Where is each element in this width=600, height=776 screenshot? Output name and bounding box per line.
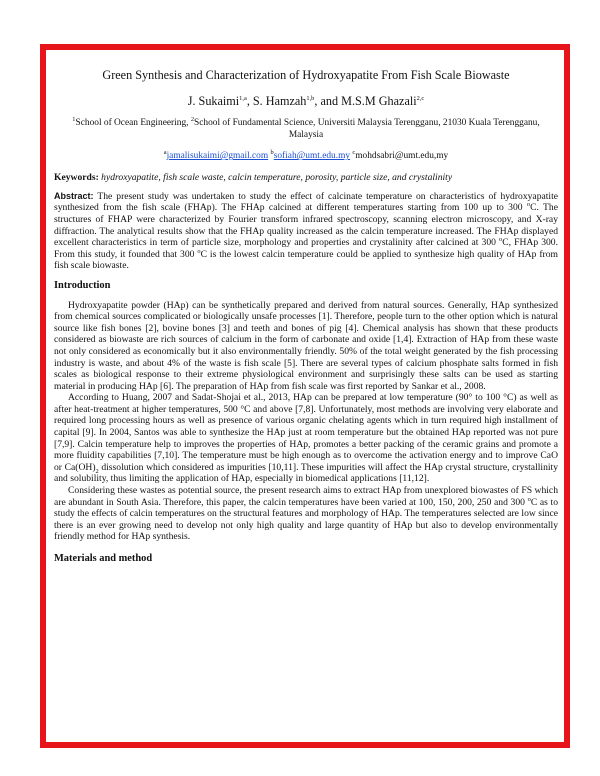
author-list [54, 94, 558, 108]
author-separator: , and [314, 94, 342, 108]
section-heading-methods: Materials and method [54, 553, 153, 564]
author-affil-mark: 1,b [306, 94, 315, 102]
abstract [54, 191, 558, 272]
email-link[interactable]: sofiah@umt.edu.my [273, 151, 351, 162]
paper-title: Green Synthesis and Characterization of Hydroxyapatite From Fish Scale Biowaste [102, 68, 510, 82]
section-heading-introduction: Introduction [54, 279, 111, 291]
email-mark: b [270, 149, 274, 157]
abstract-text: C, FHAp 300. From this study, it founded that 300 [54, 237, 558, 260]
affiliations [54, 115, 558, 141]
email-mark: a [163, 149, 167, 157]
affil-mark: 1 [72, 115, 76, 123]
affiliation-2: School of Fundamental Science, Universiti Malaysia Terengganu, 21030 Kuala Terengganu, Malaysia [194, 118, 540, 140]
affiliation-1: School of Ocean Engineering, [75, 118, 191, 128]
author-name: J. Sukaimi [187, 94, 240, 108]
abstract-text: C is the lowest calcin temperature could be applied to synthesize high quality of HAp from fish scale biowaste. [54, 248, 558, 272]
author-affil-mark: 1,a [239, 94, 247, 102]
keywords-label: Keywords: [54, 172, 99, 184]
abstract-label: Abstract: [54, 190, 94, 201]
keywords [54, 172, 558, 184]
paragraph-text: Considering these wastes as potential source, the present research aims to extract HAp from unexplored biowastes of FS which are abundant in South Asia. Therefore, this paper, the calcin temperatures have been varied at 100, 150, 200, 250 and 300 [54, 485, 558, 508]
paragraph-text: According to Huang, 2007 and Sadat-Shojai et al., 2013, HAp can be prepared at low temperature (90° to 100 °C) as well as after heat-treatment at higher temperatures, 500 °C and above [7,8]. Unfortunately, most methods are involving very elaborate and required long processing hours as well as presence of various organic chelating agents which in turn required high installment of capital [9]. In 2004, Santos was able to synthesize the HAp just at room temperature but the obtained HAp reported was not pure [7,9]. Calcin temperature help to improves the properties of HAp, promotes a better packing of the ceramic grains and promote a more fluidity capabilities [7,10]. The temperature must be high enough as to overcome the activation energy and to improve CaO or Ca(OH) [54, 392, 558, 473]
author-emails [54, 151, 558, 162]
subscript: 2 [95, 467, 99, 475]
intro-paragraph-1: Hydroxyapatite powder (HAp) can be synthetically prepared and derived from natural sources. Generally, HAp synthesized from chemical sources complicated or biologically unsafe processes [1]. Therefore, people turn to the other option which is natural source like fish bones [2], bovine bones [3] and teeth and bones of pig [4]. Chemical analysis has shown that these products considered as biowaste are rich sources of calcium in the form of carbonate and oxide [1,4]. Extraction of HAp from these waste not only considered as economically but it also environmentally friendly. 50% of the total weight generated by the fish processing industry is waste, and about 4% of the waste is fish scale [5]. There are several types of calcium phosphate salts formed in fish scales as biological response to their extreme physiological environment and surprisingly these salts can be used as starting material in producing HAp [6]. The preparation of HAp from fish scale was first reported by Sankar et al., 2008. [54, 299, 558, 392]
degree-mark: o [526, 201, 531, 209]
author-affil-mark: 2,c [416, 94, 425, 102]
affil-mark: 2 [190, 115, 195, 123]
author-name: S. Hamzah [252, 94, 307, 108]
intro-paragraph-3 [54, 485, 558, 543]
abstract-text: C. The structures of FHAP were characterized by Fourier transform infrared spectroscopy, scanning electron microscopy, and X-ray diffraction. The analytical results show that the FHAp quality increased as the calcin temperature increased. The FHAp displayed excellent characteristics in term of particle size, morphology and properties and crystalinity after calcined at 300 [54, 202, 558, 249]
abstract-text: The present study was undertaken to study the effect of calcinate temperature on characteristics of hydroxyapatite synthesized from the fish scale (FHAp). The FHAp calcined at different temperatures starting from 100 up to 300 [54, 190, 558, 214]
email-link[interactable]: jamalisukaimi@gmail.com [166, 151, 269, 162]
author-separator: , [246, 94, 253, 108]
intro-paragraph-2 [54, 392, 558, 485]
paragraph-text: dissolution which considered as impurities [10,11]. These impurities will affect the HAp crystal structure, crystallinity and solubility, thus limiting the application of HAp, especially in biomedical applications [11,12]. [54, 461, 558, 485]
author-name: M.S.M Ghazali [341, 94, 417, 108]
degree-mark: o [197, 247, 201, 255]
email-mark: c [352, 149, 356, 157]
degree-mark: o [499, 235, 503, 243]
paragraph-text: C as to study the effects of calcin temperatures on the structural features and morphology of HAp. The temperatures selected are low since there is an ever growing need to develop not only high quality and large quantity of HAp but also to develop environmentally friendly method for HAp synthesis. [54, 496, 558, 543]
degree-mark: o [527, 495, 531, 503]
email-text: mohdsabri@umt.edu,my [355, 151, 449, 162]
paper-page [54, 62, 558, 573]
keywords-text: hydroxyapatite, fish scale waste, calcin temperature, porosity, particle size, and crystalinity [101, 172, 453, 184]
